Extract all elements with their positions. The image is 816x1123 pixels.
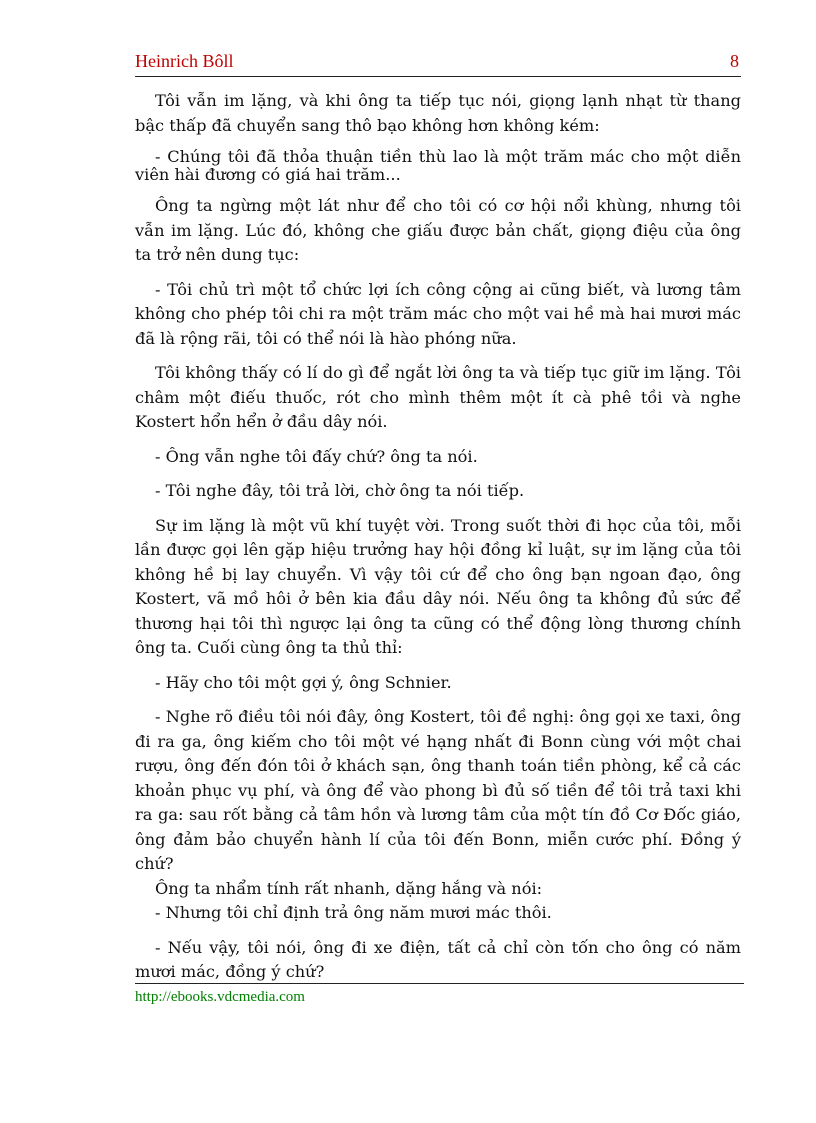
paragraph: Ông ta nhẩm tính rất nhanh, dặng hắng và nói: — [155, 878, 543, 898]
paragraph: - Ông vẫn nghe tôi đấy chứ? ông ta nói. — [155, 446, 478, 466]
paragraph: Sự im lặng là một vũ khí tuyệt vời. Trong suốt thời đi học của tôi, mỗi lần được gọi lên gặp hiệu trưởng hay hội đồng kỉ luật, sự im lặng của tôi không hề bị lay chuyển. Vì vậy tôi cứ để cho ông bạn ngoan đạo, ông Kostert, vã mồ hôi ở bên kia đầu dây nói. Nếu ông ta không đủ sức để thương hại tôi thì ngược lại ông ta cũng có thể động lòng thương chính ông ta. Cuối cùng ông ta thủ thỉ: — [135, 515, 741, 657]
paragraph: - Tôi chủ trì một tổ chức lợi ích công cộng ai cũng biết, và lương tâm không cho phép tôi chi ra một trăm mác cho một vai hề mà hai mươi mác đã là rộng rãi, tôi có thể nói là hào phóng nữa. — [135, 279, 741, 348]
footer-divider — [135, 983, 744, 984]
paragraph: - Nhưng tôi chỉ định trả ông năm mươi mác thôi. — [155, 903, 552, 922]
book-author: Heinrich Bôll — [135, 51, 234, 71]
page-header — [135, 50, 741, 77]
page-body — [135, 89, 741, 995]
paragraph: - Nghe rõ điều tôi nói đây, ông Kostert, tôi đề nghị: ông gọi xe taxi, ông đi ra ga, ông kiếm cho tôi một vé hạng nhất đi Bonn cùng với một chai rượu, ông đến đón tôi ở khách sạn, ông thanh toán tiền phòng, kể cả các khoản phục vụ phí, và ông để vào phong bì đủ số tiền để tôi trả taxi khi ra ga: sau rốt bằng cả tâm hồn và lương tâm của một tín đồ Cơ Đốc giáo, ông đảm bảo chuyển hành lí của tôi đến Bonn, miễn cước phí. Đồng ý chứ? — [135, 707, 741, 873]
paragraph: - Tôi nghe đây, tôi trả lời, chờ ông ta nói tiếp. — [155, 481, 525, 500]
paragraph: Tôi không thấy có lí do gì để ngắt lời ông ta và tiếp tục giữ im lặng. Tôi châm một điếu thuốc, rót cho mình thêm một ít cà phê tồi và nghe Kostert hổn hển ở đầu dây nói. — [135, 363, 741, 431]
paragraph: - Hãy cho tôi một gợi ý, ông Schnier. — [155, 672, 452, 692]
paragraph: Ông ta ngừng một lát như để cho tôi có cơ hội nổi khùng, nhưng tôi vẫn im lặng. Lúc đó, không che giấu được bản chất, giọng điệu của ông ta trở nên dung tục: — [135, 196, 741, 264]
footer-url-link[interactable]: http://ebooks.vdcmedia.com — [135, 989, 305, 1005]
page-number: 8 — [730, 51, 739, 71]
paragraph: - Chúng tôi đã thỏa thuận tiền thù lao là một trăm mác cho một diễn viên hài đương có giá hai trăm... — [135, 147, 741, 184]
paragraph: - Nếu vậy, tôi nói, ông đi xe điện, tất cả chỉ còn tốn cho ông có năm mươi mác, đồng ý chứ? — [135, 937, 741, 981]
paragraph: Tôi vẫn im lặng, và khi ông ta tiếp tục nói, giọng lạnh nhạt từ thang bậc thấp đã chuyển sang thô bạo không hơn không kém: — [135, 91, 741, 135]
